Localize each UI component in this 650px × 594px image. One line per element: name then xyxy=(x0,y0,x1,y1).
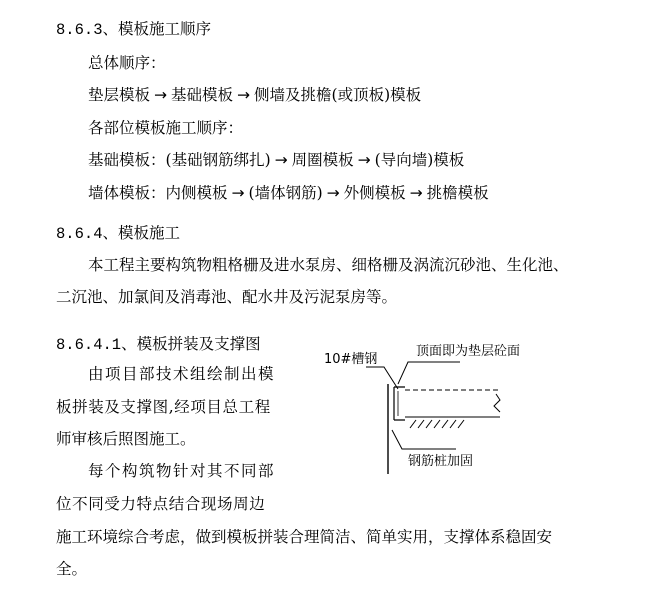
step: 外侧模板 xyxy=(343,184,406,202)
step: 侧墙及挑檐(或顶板)模板 xyxy=(254,86,422,104)
parts-order-label: 各部位模板施工顺序： xyxy=(88,119,244,137)
arrow-right-icon: → xyxy=(326,184,340,202)
paragraph-line: 二沉池、加氯间及消毒池、配水井及污泥泵房等。 xyxy=(56,288,398,306)
paragraph-line: 每个构筑物针对其不同部 xyxy=(88,462,276,480)
leader-line-pile xyxy=(392,430,456,449)
label-channel-steel: 10#槽钢 xyxy=(324,352,378,367)
section-heading-8-6-4-1: 8.6.4.1、模板拼装及支撑图 xyxy=(56,336,261,354)
wall-sequence xyxy=(88,183,489,203)
step: 挑檐模板 xyxy=(426,184,489,202)
arrow-right-icon: → xyxy=(237,86,251,104)
section-heading-8-6-3: 8.6.3、模板施工顺序 xyxy=(56,21,212,39)
paragraph-line: 全。 xyxy=(56,560,88,578)
ground-hatch xyxy=(410,420,464,428)
paragraph-line: 板拼装及支撑图,经项目总工程 xyxy=(56,398,271,416)
step: 垫层模板 xyxy=(88,86,151,104)
step: (导向墙)模板 xyxy=(374,151,465,169)
label-top-surface: 顶面即为垫层砼面 xyxy=(416,344,521,359)
paragraph-line: 由项目部技术组绘制出模 xyxy=(88,365,276,383)
paragraph-line: 师审核后照图施工。 xyxy=(56,430,196,448)
foundation-sequence xyxy=(88,150,464,170)
paragraph-line: 位不同受力特点结合现场周边 xyxy=(56,495,266,513)
section-heading-8-6-4: 8.6.4、模板施工 xyxy=(56,225,181,243)
overall-order-label: 总体顺序： xyxy=(88,54,166,72)
step: 周圈模板 xyxy=(291,151,354,169)
overall-order-sequence xyxy=(88,85,421,105)
arrow-right-icon: → xyxy=(357,151,371,169)
label-pile: 钢筋桩加固 xyxy=(408,454,474,469)
leader-line-top xyxy=(398,362,460,384)
step: (基础钢筋绑扎) xyxy=(165,151,271,169)
step: 内侧模板 xyxy=(165,184,228,202)
arrow-right-icon: → xyxy=(409,184,423,202)
step: (墙体钢筋) xyxy=(248,184,323,202)
break-mark-icon xyxy=(494,394,500,412)
foundation-label: 基础模板： xyxy=(88,151,166,169)
paragraph-line: 施工环境综合考虑，做到模板拼装合理简洁、简单实用，支撑体系稳固安 xyxy=(56,528,553,546)
formwork-support-diagram xyxy=(310,334,560,474)
arrow-right-icon: → xyxy=(274,151,288,169)
leader-line-channel xyxy=(366,367,398,389)
channel-steel-flanges xyxy=(394,387,405,420)
paragraph-line: 本工程主要构筑物粗格栅及进水泵房、细格栅及涡流沉砂池、生化池、 xyxy=(88,256,569,274)
arrow-right-icon: → xyxy=(154,86,168,104)
step: 基础模板 xyxy=(171,86,234,104)
wall-label: 墙体模板： xyxy=(88,184,166,202)
arrow-right-icon: → xyxy=(231,184,245,202)
